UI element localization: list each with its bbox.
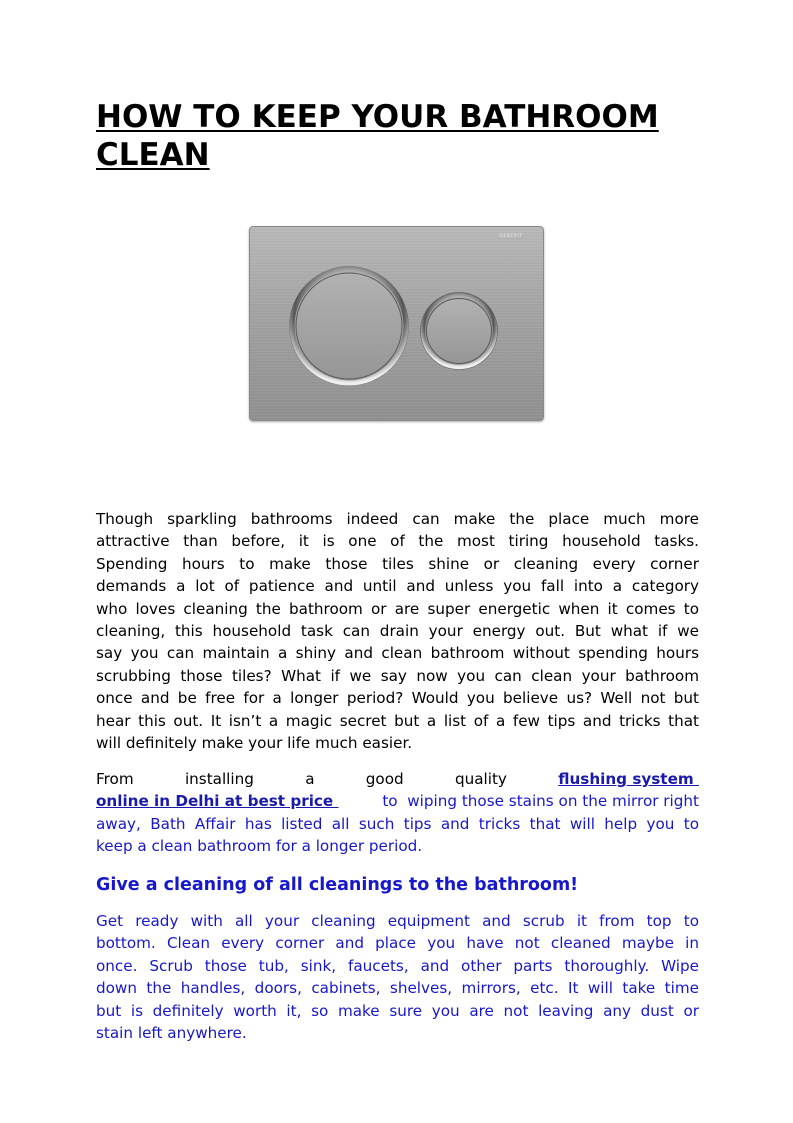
section-paragraph bbox=[96, 910, 699, 1044]
text-line: Spending hours to make those tiles shine or cleaning every corner bbox=[96, 554, 699, 573]
text-line: will definitely make your life much easier. bbox=[96, 734, 413, 753]
text-after-link: to wiping those stains on the mirror right bbox=[382, 792, 699, 811]
text-line: stain left anywhere. bbox=[96, 1024, 247, 1043]
brand-text: GEBERIT bbox=[499, 234, 523, 239]
flush-plate-image bbox=[249, 226, 544, 421]
intro-paragraph bbox=[96, 508, 699, 754]
text-line: keep a clean bathroom for a longer period. bbox=[96, 837, 423, 856]
text-line: attractive than before, it is one of the most tiring household tasks. bbox=[96, 532, 699, 551]
flushing-system-link-cont[interactable]: online in Delhi at best price bbox=[96, 792, 339, 811]
text-line: say you can maintain a shiny and clean bathroom without spending hours bbox=[96, 644, 699, 663]
flushing-system-link[interactable]: flushing system bbox=[558, 770, 699, 788]
text-line: once. Scrub those tub, sink, faucets, and other parts thoroughly. Wipe bbox=[96, 956, 699, 975]
word: From bbox=[96, 770, 134, 788]
text-line: hear this out. It isn’t a magic secret but a list of a few tips and tricks that bbox=[96, 711, 699, 730]
text-line: down the handles, doors, cabinets, shelves, mirrors, etc. It will take time bbox=[96, 979, 699, 998]
text-line: once and be free for a longer period? Would you believe us? Well not but bbox=[96, 689, 699, 708]
link-paragraph bbox=[96, 768, 699, 858]
word: good bbox=[365, 770, 404, 788]
text-line: demands a lot of patience and until and unless you fall into a category bbox=[96, 577, 699, 596]
text-line: who loves cleaning the bathroom or are super energetic when it comes to bbox=[96, 599, 699, 618]
text-line bbox=[96, 768, 699, 790]
text-line: Get ready with all your cleaning equipment and scrub it from top to bbox=[96, 912, 699, 930]
text-line: but is definitely worth it, so make sure you are not leaving any dust or bbox=[96, 1001, 699, 1020]
text-line: bottom. Clean every corner and place you have not cleaned maybe in bbox=[96, 934, 699, 953]
flush-plate bbox=[249, 226, 544, 421]
text-line: scrubbing those tiles? What if we say now you can clean your bathroom bbox=[96, 666, 699, 685]
word: installing bbox=[184, 770, 254, 788]
text-line: Though sparkling bathrooms indeed can make the place much more bbox=[96, 510, 699, 528]
flush-plate-icon bbox=[249, 226, 544, 421]
section-heading: Give a cleaning of all cleanings to the bathroom! bbox=[96, 875, 579, 895]
text-line: away, Bath Affair has listed all such tips and tricks that will help you to bbox=[96, 814, 699, 833]
page-title: HOW TO KEEP YOUR BATHROOM CLEAN bbox=[96, 99, 659, 173]
word: a bbox=[305, 770, 315, 788]
word: quality bbox=[454, 770, 507, 788]
text-line bbox=[96, 790, 699, 812]
text-line: cleaning, this household task can drain your energy out. But what if we bbox=[96, 622, 699, 641]
